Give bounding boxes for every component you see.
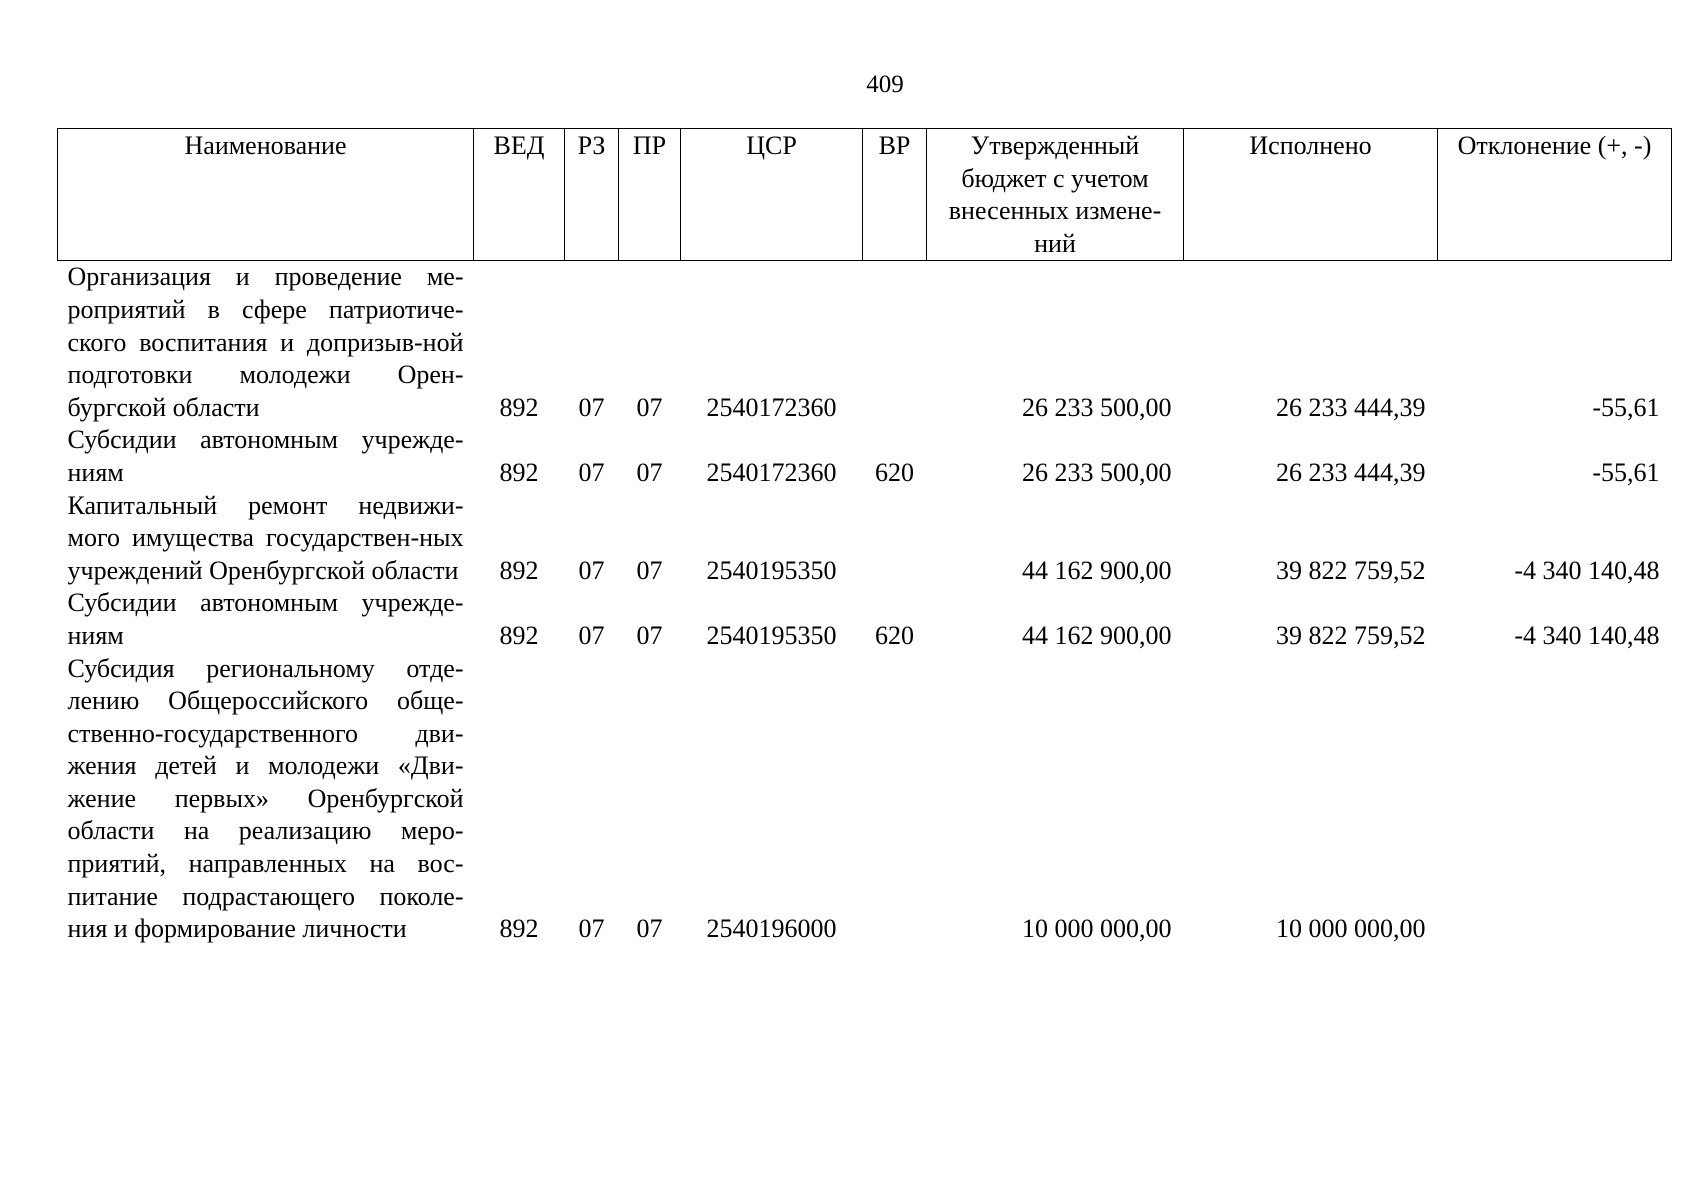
row-executed: 10 000 000,00 [1276, 914, 1426, 944]
header-executed: Исполнено [1184, 129, 1438, 261]
row-vr [863, 261, 927, 424]
row-deviation: -4 340 140,48 [1514, 555, 1660, 585]
header-name: Наименование [58, 129, 474, 261]
row-rz: 07 [578, 392, 605, 422]
row-ved: 892 [499, 620, 539, 650]
row-pr: 07 [636, 457, 663, 487]
row-deviation: -55,61 [1592, 392, 1660, 422]
row-vr [863, 653, 927, 946]
header-approved-budget: Утвержденный бюджет с учетом внесенных измене-ний [927, 129, 1184, 261]
row-pr: 07 [636, 555, 663, 585]
row-ved: 892 [499, 555, 539, 585]
row-vr: 620 [875, 457, 914, 487]
header-pr: ПР [619, 129, 681, 261]
row-csr: 2540172360 [706, 392, 837, 422]
row-executed: 39 822 759,52 [1276, 620, 1426, 650]
row-ved: 892 [499, 392, 539, 422]
row-rz: 07 [578, 620, 605, 650]
row-ved: 892 [499, 914, 539, 944]
row-csr: 2540172360 [706, 457, 837, 487]
header-ved: ВЕД [474, 129, 565, 261]
header-rz: РЗ [565, 129, 619, 261]
row-deviation: -4 340 140,48 [1514, 620, 1660, 650]
header-deviation: Отклонение (+, -) [1438, 129, 1672, 261]
row-csr: 2540196000 [706, 914, 837, 944]
row-rz: 07 [578, 914, 605, 944]
row-approved: 10 000 000,00 [1022, 914, 1172, 944]
table-row [58, 587, 1672, 652]
row-csr: 2540195350 [706, 555, 837, 585]
row-rz: 07 [578, 555, 605, 585]
row-executed: 26 233 444,39 [1276, 457, 1426, 487]
row-executed: 39 822 759,52 [1276, 555, 1426, 585]
row-name: Капитальный ремонт недвижи-мого имущества государствен-ных учреждений Оренбургской области [67, 490, 464, 585]
row-pr: 07 [636, 620, 663, 650]
row-csr: 2540195350 [706, 620, 837, 650]
row-vr: 620 [875, 620, 914, 650]
header-csr: ЦСР [681, 129, 863, 261]
budget-execution-table [57, 128, 1672, 946]
row-approved: 26 233 500,00 [1022, 392, 1172, 422]
row-deviation: -55,61 [1592, 457, 1660, 487]
row-name: Организация и проведение ме-роприятий в сфере патриотиче-ского воспитания и допризыв-ной подготовки молодежи Орен-бургской области [67, 262, 464, 422]
row-rz: 07 [578, 457, 605, 487]
row-name: Субсидия региональному отде-лению Общероссийского обще-ственно-государственного дви-жения детей и молодежи «Дви-жение первых» Оренбургской области на реализацию меро-приятий, направленных на вос-питание подрастающего поколе-ния и формирование личности [67, 653, 464, 944]
row-ved: 892 [499, 457, 539, 487]
row-executed: 26 233 444,39 [1276, 392, 1426, 422]
row-name: Субсидии автономным учрежде-ниям [67, 425, 464, 487]
page-number: 409 [866, 71, 904, 98]
row-name: Субсидии автономным учрежде-ниям [67, 588, 464, 650]
row-approved: 44 162 900,00 [1022, 555, 1172, 585]
table-row [58, 424, 1672, 489]
row-pr: 07 [636, 392, 663, 422]
table-row [58, 490, 1672, 588]
table-header-row [58, 129, 1672, 261]
row-approved: 44 162 900,00 [1022, 620, 1172, 650]
table-row [58, 261, 1672, 424]
row-deviation [1438, 653, 1672, 946]
row-approved: 26 233 500,00 [1022, 457, 1172, 487]
row-pr: 07 [636, 914, 663, 944]
header-vr: ВР [863, 129, 927, 261]
row-vr [863, 490, 927, 588]
table-row [58, 653, 1672, 946]
